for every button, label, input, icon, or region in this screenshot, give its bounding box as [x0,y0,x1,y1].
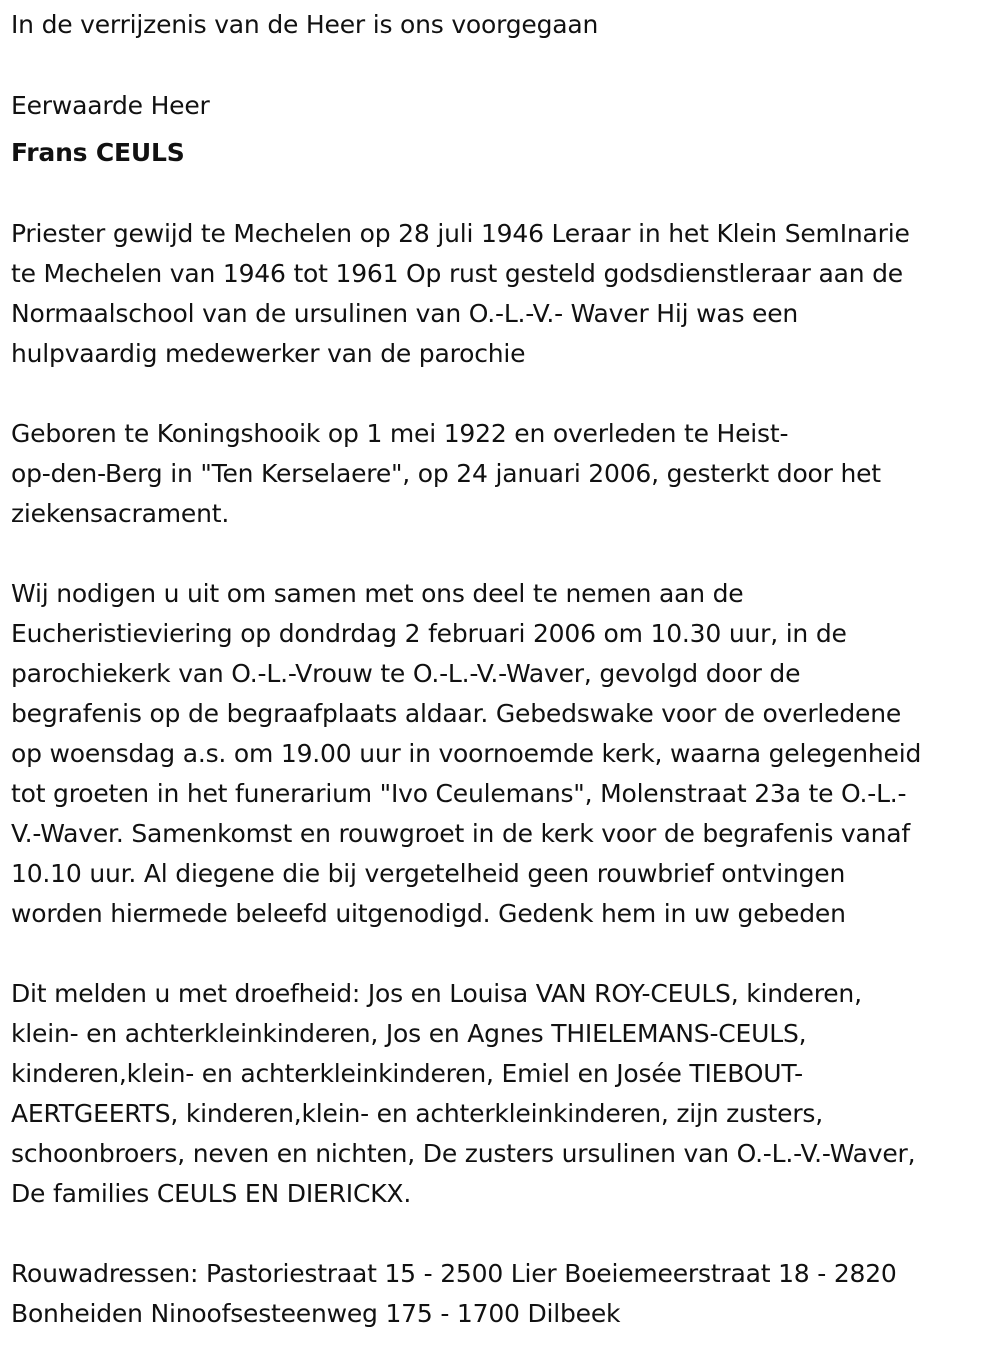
bio-line: Normaalschool van de ursulinen van O.-L.-V.- Waver Hij was een [11,299,799,328]
bio-line: Priester gewijd te Mechelen op 28 juli 1946 Leraar in het Klein SemInarie [11,219,910,248]
family-line: schoonbroers, neven en nichten, De zusters ursulinen van O.-L.-V.-Waver, [11,1139,916,1168]
deceased-name: Frans CEULS [11,138,185,167]
invitation-line: op woensdag a.s. om 19.00 uur in voornoemde kerk, waarna gelegenheid [11,739,922,768]
invitation-line: Eucheristieviering op dondrdag 2 februari 2006 om 10.30 uur, in de [11,619,847,648]
birth-death-line: op-den-Berg in "Ten Kerselaere", op 24 januari 2006, gesterkt door het [11,459,881,488]
family-line: klein- en achterkleinkinderen, Jos en Agnes THIELEMANS-CEULS, [11,1019,807,1048]
title-prefix: Eerwaarde Heer [11,91,210,120]
invitation-line: parochiekerk van O.-L.-Vrouw te O.-L.-V.-Waver, gevolgd door de [11,659,801,688]
birth-death-line: ziekensacrament. [11,499,230,528]
address-line: Bonheiden Ninoofsesteenweg 175 - 1700 Dilbeek [11,1299,621,1328]
intro-text: In de verrijzenis van de Heer is ons voorgegaan [11,10,599,39]
family-line: Dit melden u met droefheid: Jos en Louisa VAN ROY-CEULS, kinderen, [11,979,862,1008]
family-line: kinderen,klein- en achterkleinkinderen, Emiel en Josée TIEBOUT- [11,1059,803,1088]
address-line: Rouwadressen: Pastoriestraat 15 - 2500 Lier Boeiemeerstraat 18 - 2820 [11,1259,897,1288]
invitation-line: V.-Waver. Samenkomst en rouwgroet in de kerk voor de begrafenis vanaf [11,819,910,848]
family-line: AERTGEERTS, kinderen,klein- en achterkleinkinderen, zijn zusters, [11,1099,823,1128]
birth-death-line: Geboren te Koningshooik op 1 mei 1922 en overleden te Heist- [11,419,789,448]
bio-line: hulpvaardig medewerker van de parochie [11,339,526,368]
bio-line: te Mechelen van 1946 tot 1961 Op rust gesteld godsdienstleraar aan de [11,259,903,288]
family-line: De families CEULS EN DIERICKX. [11,1179,412,1208]
invitation-line: 10.10 uur. Al diegene die bij vergetelheid geen rouwbrief ontvingen [11,859,846,888]
invitation-line: worden hiermede beleefd uitgenodigd. Gedenk hem in uw gebeden [11,899,846,928]
invitation-line: begrafenis op de begraafplaats aldaar. Gebedswake voor de overledene [11,699,902,728]
invitation-line: Wij nodigen u uit om samen met ons deel te nemen aan de [11,579,744,608]
invitation-line: tot groeten in het funerarium "Ivo Ceulemans", Molenstraat 23a te O.-L.- [11,779,907,808]
